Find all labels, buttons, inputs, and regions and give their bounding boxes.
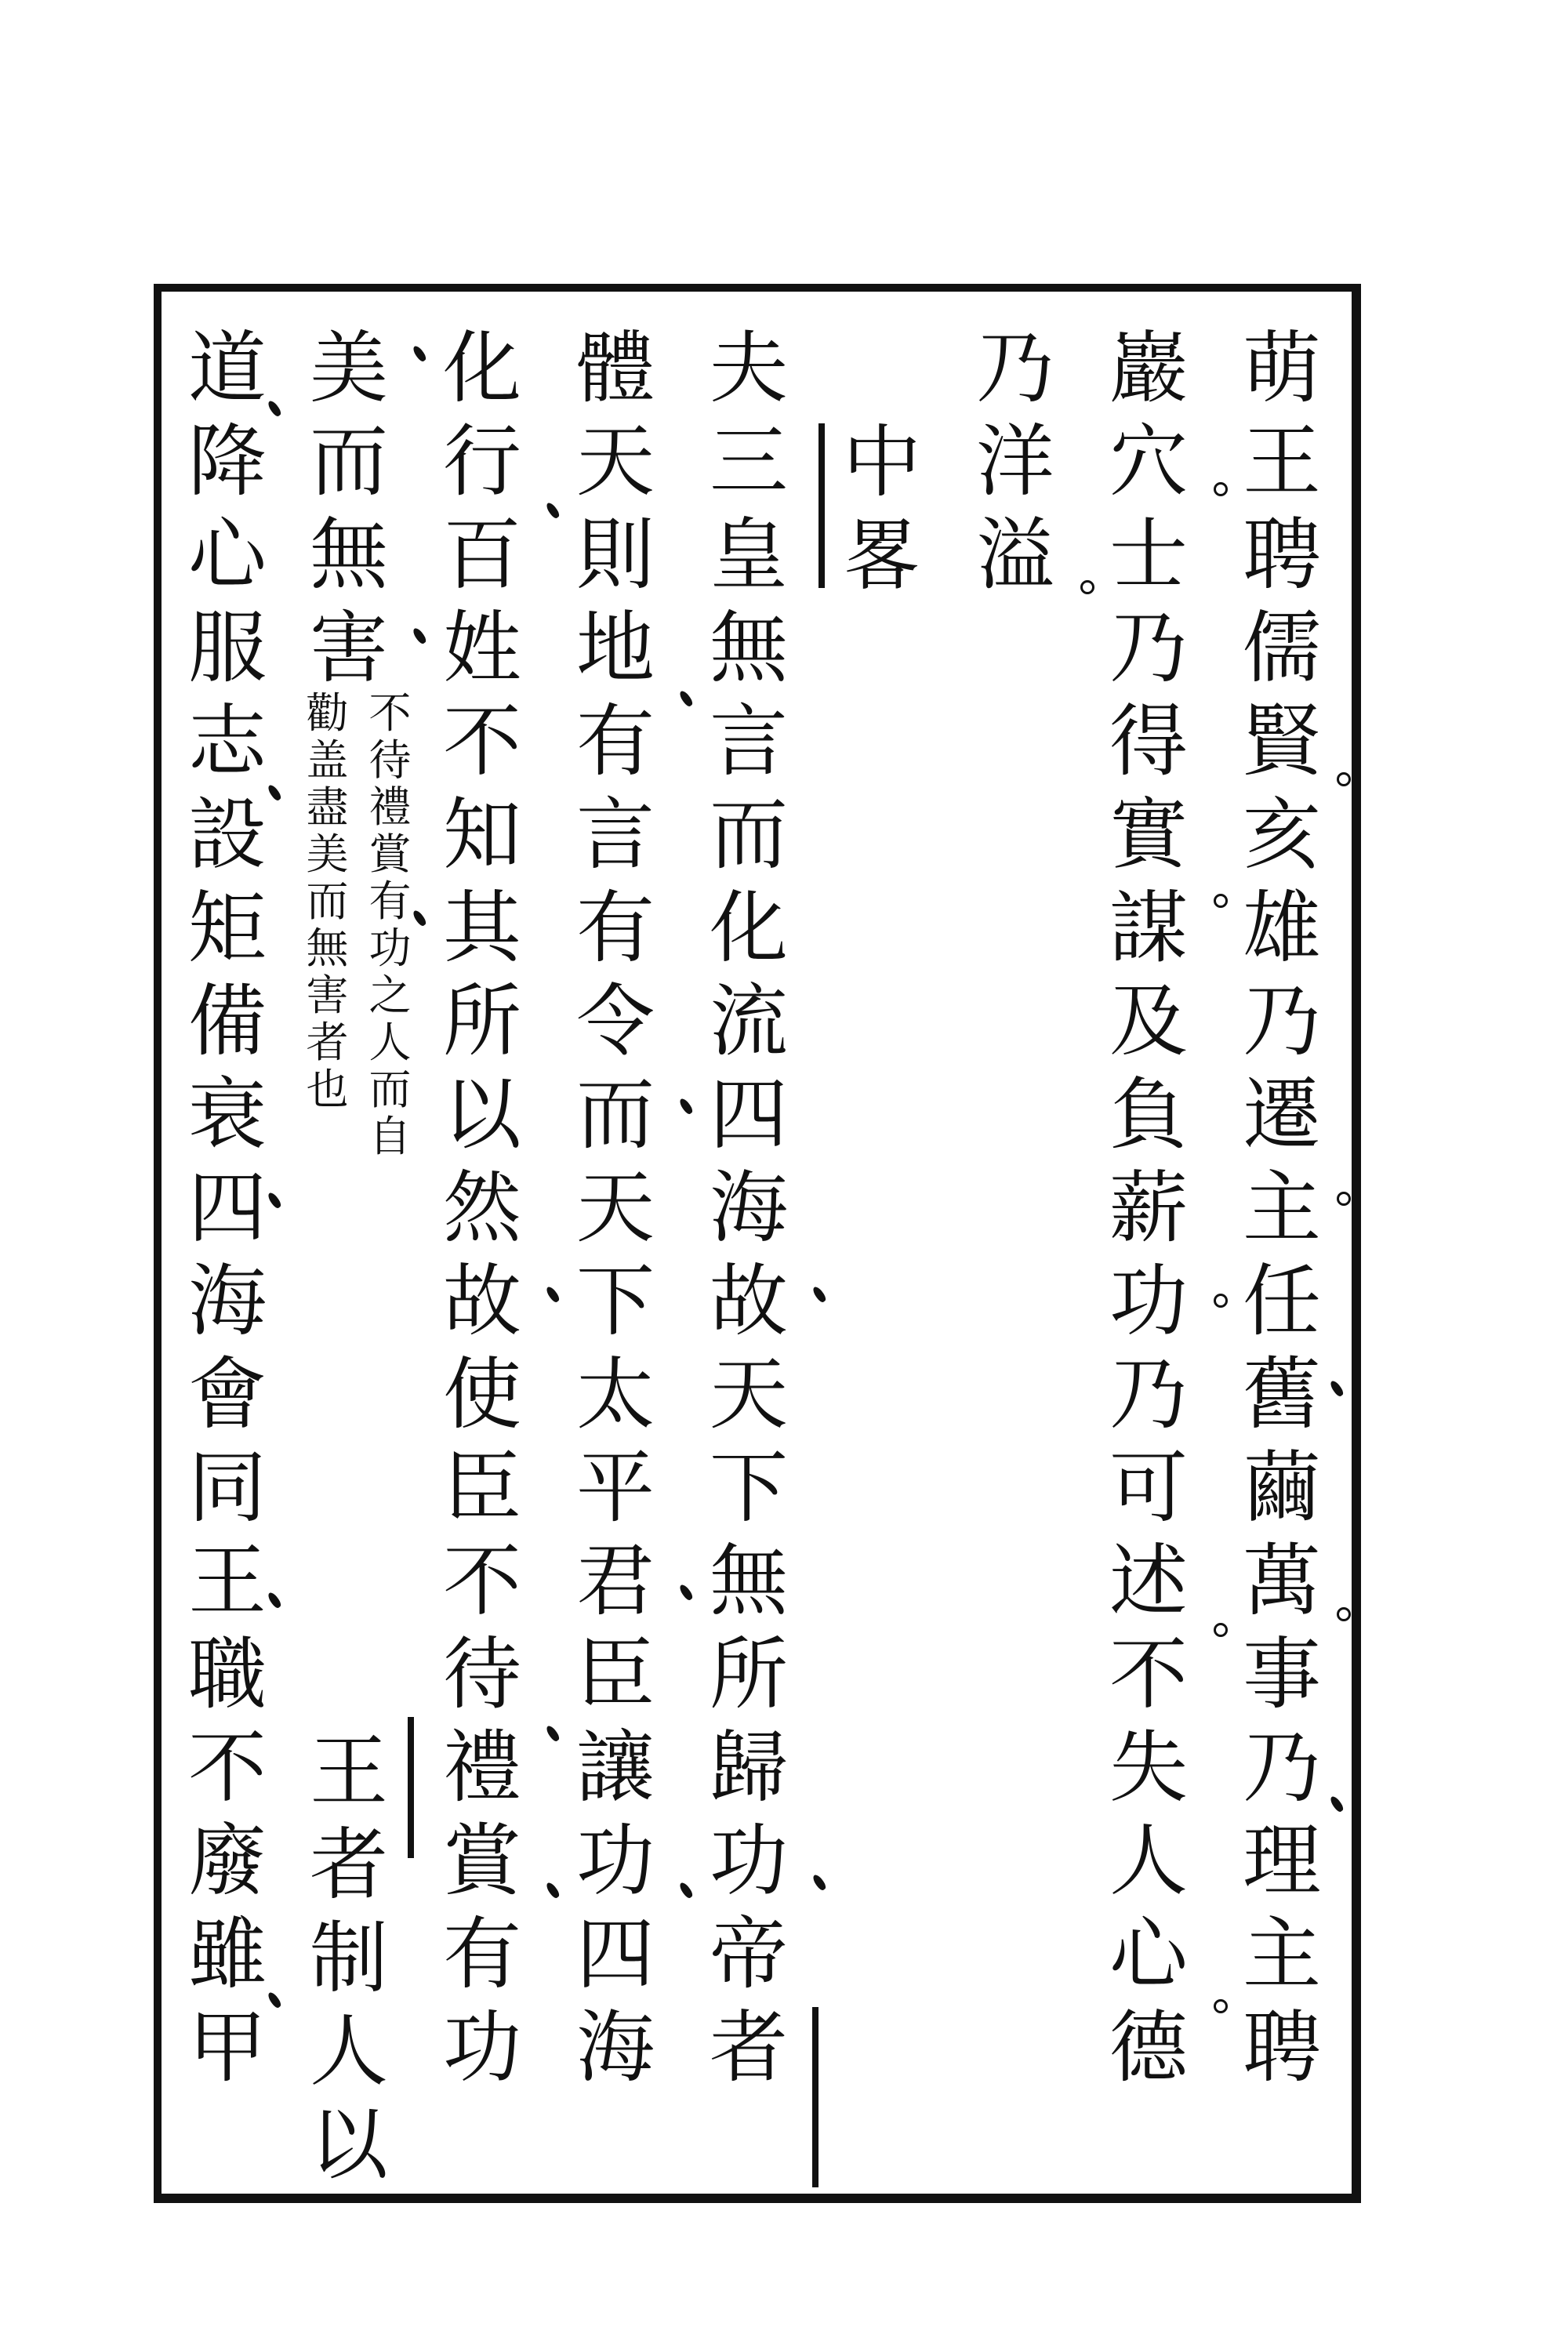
- punctuation-circle: [1214, 482, 1228, 496]
- punctuation-circle: [1214, 1294, 1228, 1308]
- text-column-8: [290, 321, 408, 695]
- marker-bar: [408, 1717, 414, 1858]
- commentary-left-text: 勸盖盡美而無害者也: [306, 688, 349, 1114]
- punctuation-circle: [1214, 894, 1228, 908]
- text-column-6: [557, 321, 674, 2094]
- punctuation-circle: [1337, 772, 1351, 786]
- column-7-text: 化行百姓不知其所以然故使臣不待禮賞有功: [443, 322, 521, 2093]
- marker-bar: [812, 2007, 818, 2187]
- commentary-right-text: 不待禮賞有功之人而自: [368, 688, 412, 1161]
- column-2-text: 巖穴士乃得實謀及負薪功乃可述不失人心德: [1109, 322, 1188, 2093]
- marker-bar: [818, 423, 825, 588]
- column-1-text: 萌王聘儒賢亥雄乃遷主任舊繭萬事乃理主聘: [1243, 322, 1321, 2093]
- punctuation-circle: [1337, 1192, 1351, 1206]
- text-column-7: [423, 321, 541, 2094]
- commentary-line-right: [361, 690, 419, 1160]
- commentary-line-left: [298, 690, 357, 1113]
- punctuation-circle: [1214, 1999, 1228, 2013]
- text-column-9: [169, 321, 286, 2094]
- column-8-text: 美而無害: [310, 322, 388, 694]
- column-5-text: 夫三皇無言而化流四海故天下無所歸功帝者: [710, 322, 788, 2093]
- text-column-2: [1090, 321, 1207, 2094]
- section-heading-text: 中畧: [843, 416, 921, 601]
- text-column-3: [956, 321, 1074, 601]
- text-column-8-continued: [290, 1725, 408, 2191]
- text-column-1: [1223, 321, 1341, 2094]
- text-column-5: [690, 321, 808, 2094]
- column-9-text: 道降心服志設矩備衰四海會同王職不廢雖甲: [188, 322, 267, 2093]
- punctuation-circle: [1080, 580, 1094, 594]
- punctuation-circle: [1337, 1607, 1351, 1621]
- punctuation-circle: [1214, 1623, 1228, 1637]
- column-8-continued-text: 王者制人以: [310, 1726, 388, 2190]
- column-6-text: 體天則地有言有令而天下太平君臣讓功四海: [576, 322, 655, 2093]
- column-3-text: 乃洋溢: [976, 322, 1054, 601]
- section-heading: [823, 416, 941, 602]
